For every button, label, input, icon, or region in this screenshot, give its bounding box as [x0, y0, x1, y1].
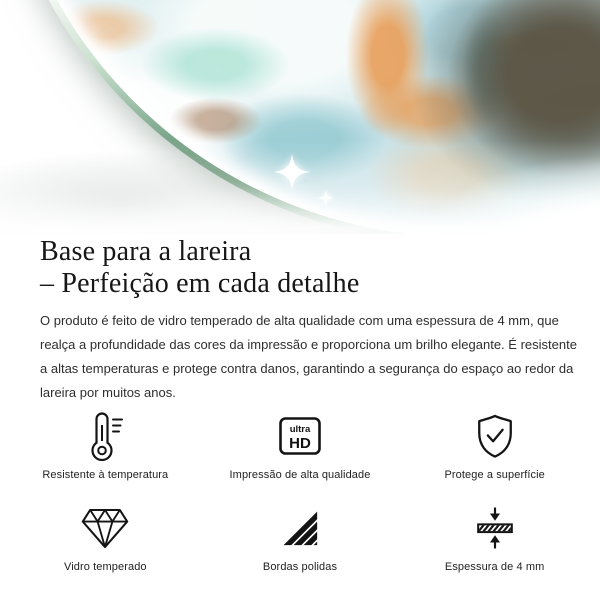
ultra-hd-icon	[279, 417, 321, 455]
hero-fade-overlay	[0, 0, 600, 234]
polished-edges-icon	[280, 508, 320, 548]
feature-temperature	[8, 411, 203, 481]
thermometer-icon	[82, 411, 128, 461]
features-grid	[8, 411, 592, 573]
feature-label: Vidro temperado	[64, 561, 147, 573]
page-title-line1: Base para a lareira	[40, 236, 252, 267]
feature-polished-edges	[203, 503, 398, 573]
diamond-icon	[80, 507, 130, 550]
feature-label: Protege a superfície	[444, 469, 545, 481]
shield-check-icon	[474, 413, 516, 459]
page-title-line2: – Perfeição em cada detalhe	[40, 268, 360, 299]
feature-label: Resistente à temperatura	[42, 469, 169, 481]
glare-sparkle-icon	[272, 152, 312, 192]
feature-label: Bordas polidas	[262, 561, 338, 573]
feature-tempered-glass	[8, 503, 203, 573]
svg-text:HD: HD	[289, 435, 311, 452]
feature-icon-slot	[80, 503, 130, 553]
compress-thickness-icon	[475, 505, 515, 551]
page-title	[40, 234, 578, 300]
svg-text:ultra: ultra	[289, 424, 311, 435]
feature-label: Espessura de 4 mm	[444, 561, 545, 573]
product-copy	[0, 234, 600, 405]
feature-thickness	[397, 503, 592, 573]
feature-icon-slot	[82, 411, 128, 461]
feature-label: Impressão de alta qualidade	[229, 469, 371, 481]
feature-icon-slot	[279, 411, 321, 461]
feature-icon-slot	[280, 503, 320, 553]
feature-surface-protection	[397, 411, 592, 481]
product-description: O produto é feito de vidro temperado de alta qualidade com uma espessura de 4 mm, que realça a profundidade das cores da impressão e proporciona um brilho elegante. É resistente a altas temperaturas e protege contra danos, garantindo a segurança do espaço ao redor da lareira por muitos anos.	[40, 313, 577, 400]
small-glare-sparkle-icon	[317, 189, 335, 207]
product-image	[0, 0, 600, 234]
feature-icon-slot	[475, 503, 515, 553]
feature-print-quality	[203, 411, 398, 481]
feature-icon-slot	[474, 411, 516, 461]
